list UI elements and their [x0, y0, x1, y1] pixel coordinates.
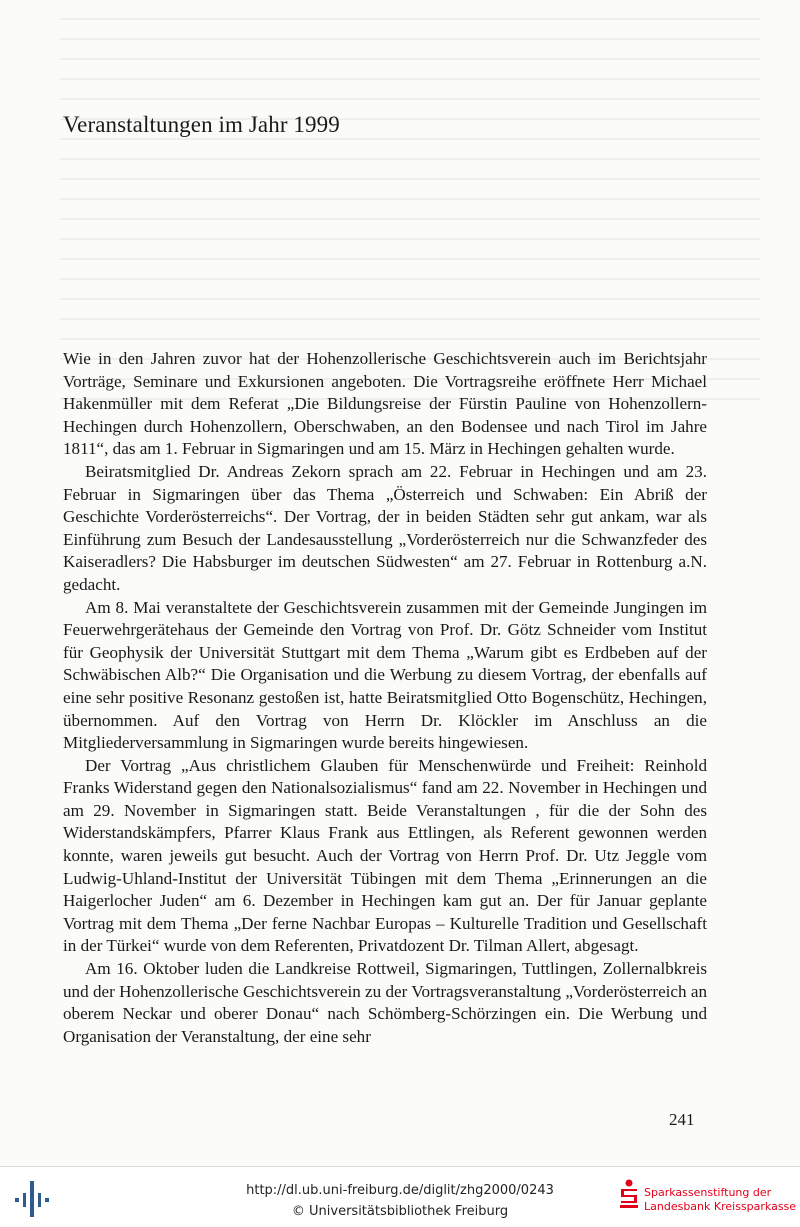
sponsor-name-line1: Sparkassenstiftung der	[644, 1186, 772, 1199]
body-text	[63, 348, 707, 1048]
paragraph: Beiratsmitglied Dr. Andreas Zekorn sprach am 22. Februar in Hechingen und am 23. Februar in Sigmaringen über das Thema „Österreich und Schwaben: Ein Abriß der Geschichte Vorderösterreichs“. Der Vortrag, der in beiden Städten sehr gut ankam, war als Einführung zum Besuch der Landesausstellung „Vorderösterreich nur die Schwanzfeder des Kaiseradlers? Die Habsburger im deutschen Südwesten“ am 27. Februar in Rottenburg a.N. gedacht.	[63, 461, 707, 594]
sparkasse-logo-icon	[618, 1179, 640, 1213]
page-number: 241	[669, 1110, 695, 1129]
paragraph: Am 8. Mai veranstaltete der Geschichtsverein zusammen mit der Gemeinde Jungingen im Feuerwehrgerätehaus der Gemeinde den Vortrag von Prof. Dr. Götz Schneider vom Institut für Geophysik der Universität Stuttgart mit dem Thema „Warum gibt es Erdbeben auf der Schwäbischen Alb?“ Die Organisation und die Werbung zu diesem Vortrag, der ebenfalls auf eine sehr positive Resonanz gestoßen ist, hatte Beiratsmitglied Otto Bogenschütz, Hechingen, übernommen. Auf den Vortrag von Herrn Dr. Klöckler im Anschluss an die Mitgliederversammlung in Sigmaringen wurde bereits hingewiesen.	[63, 597, 707, 753]
sponsor-name-line2: Landesbank Kreissparkasse	[644, 1200, 797, 1213]
paragraph: Der Vortrag „Aus christlichem Glauben für Menschenwürde und Freiheit: Reinhold Franks Widerstand gegen den Nationalsozialismus“ fand am 22. November in Hechingen und am 29. November in Sigmaringen statt. Beide Veranstaltungen , für die der Sohn des Widerstandskämpfers, Pfarrer Klaus Frank aus Ettlingen, als Referent gewonnen werden konnte, waren jeweils gut besucht. Auch der Vortrag von Herrn Prof. Dr. Utz Jeggle vom Ludwig-Uhland-Institut der Universität Tübingen mit dem Thema „Erinnerungen an die Haigerlocher Juden“ am 6. Dezember in Hechingen kam gut an. Der für Januar geplante Vortrag mit dem Thema „Der ferne Nachbar Europas – Kulturelle Tradition und Gesellschaft in der Türkei“ wurde von dem Referenten, Privatdozent Dr. Tilman Allert, abgesagt.	[63, 755, 707, 956]
page-title: Veranstaltungen im Jahr 1999	[63, 112, 340, 137]
copyright-notice: © Universitätsbibliothek Freiburg	[291, 1204, 509, 1219]
paragraph: Am 16. Oktober luden die Landkreise Rottweil, Sigmaringen, Tuttlingen, Zollernalbkreis und der Hohenzollerische Geschichtsverein zu der Vortragsveranstaltung „Vorderösterreich an oberem Neckar und oberer Donau“ nach Schömberg-Schörzingen ein. Die Werbung und Organisation der Veranstaltung, der eine sehr	[63, 959, 707, 1046]
show-through-texture	[60, 0, 760, 400]
paragraph: Wie in den Jahren zuvor hat der Hohenzollerische Geschichtsverein auch im Berichtsjahr Vorträge, Seminare und Exkursionen angeboten. Die Vortragsreihe eröffnete Herr Michael Hakenmüller mit dem Referat „Die Bildungsreise der Fürstin Pauline von Hohenzollern-Hechingen durch Hohenzollern, Oberschwaben, an den Bodensee und nach Tirol im Jahre 1811“, das am 1. Februar in Sigmaringen und am 15. März in Hechingen gehalten wurde.	[63, 349, 707, 459]
viewer-footer	[0, 1166, 800, 1227]
sponsor-logo[interactable]	[618, 1177, 798, 1221]
source-url-link[interactable]: http://dl.ub.uni-freiburg.de/diglit/zhg2000/0243	[246, 1183, 554, 1198]
